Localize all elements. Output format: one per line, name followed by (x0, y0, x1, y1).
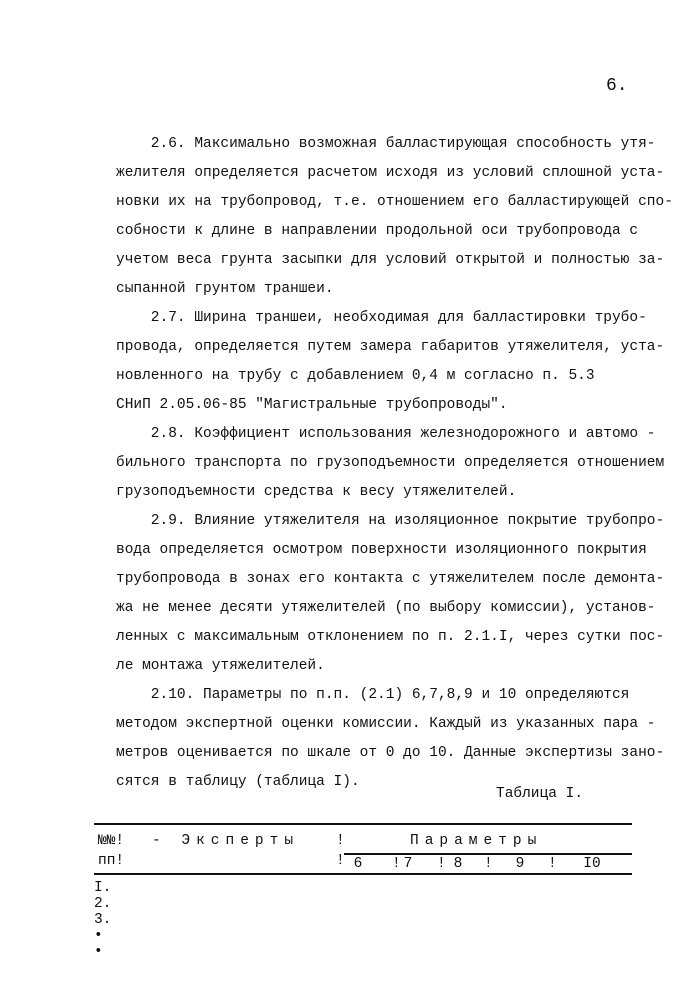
table-header-bottom-rule (94, 873, 632, 875)
text-line: вода определяется осмотром поверхности изоляционного покрытия (116, 542, 647, 558)
table-header-num-2: пп! (98, 853, 125, 869)
text-line: 2.8. Коэффициент использования железнодорожного и автомо - (116, 426, 656, 442)
text-line: новки их на трубопровод, т.е. отношением его балластирующей спо- (116, 194, 673, 210)
table-params-rule (344, 853, 632, 855)
table-vertical-mark: ! (336, 833, 345, 849)
column-separator: ! (437, 856, 446, 872)
text-line: новленного на трубу с добавлением 0,4 м согласно п. 5.3 (116, 368, 595, 384)
text-line: методом экспертной оценки комиссии. Каждый из указанных пара - (116, 716, 656, 732)
column-separator: ! (548, 856, 557, 872)
table-header-params: Параметры (410, 833, 543, 849)
text-line: бильного транспорта по грузоподъемности определяется отношением (116, 455, 665, 471)
column-separator: ! (392, 856, 401, 872)
text-line: сыпанной грунтом траншеи. (116, 281, 334, 297)
text-line: сятся в таблицу (таблица I). (116, 774, 360, 790)
text-line: 2.10. Параметры по п.п. (2.1) 6,7,8,9 и 10 определяются (116, 687, 630, 703)
text-line: собности к длине в направлении продольной оси трубопровода с (116, 223, 639, 239)
table-row: 3. (94, 912, 112, 928)
param-column-7: 7 (403, 856, 413, 872)
text-line: 2.9. Влияние утяжелителя на изоляционное покрытие трубопро- (116, 513, 665, 529)
table-vertical-mark: ! (336, 853, 345, 869)
table-top-rule (94, 823, 632, 825)
column-separator: ! (484, 856, 493, 872)
table-row: • (94, 928, 103, 944)
table-header-num: №№! (98, 833, 125, 849)
text-line: жа не менее десяти утяжелителей (по выбору комиссии), установ- (116, 600, 656, 616)
param-column-9: 9 (515, 856, 525, 872)
text-line: учетом веса грунта засыпки для условий открытой и полностью за- (116, 252, 665, 268)
text-line: желителя определяется расчетом исходя из условий сплошной уста- (116, 165, 665, 181)
table-rows (94, 880, 111, 960)
text-line: ле монтажа утяжелителей. (116, 658, 325, 674)
table-caption: Таблица I. (496, 786, 584, 802)
page-number: 6. (606, 76, 628, 96)
text-line: ленных с максимальным отклонением по п. 2.1.I, через сутки пос- (116, 629, 665, 645)
text-line: грузоподъемности средства к весу утяжелителей. (116, 484, 517, 500)
param-column-10: I0 (583, 856, 601, 872)
param-column-8: 8 (453, 856, 463, 872)
table-row: 2. (94, 896, 112, 912)
text-line: метров оценивается по шкале от 0 до 10. Данные экспертизы зано- (116, 745, 665, 761)
text-line: провода, определяется путем замера габаритов утяжелителя, уста- (116, 339, 665, 355)
param-column-6: 6 (353, 856, 363, 872)
text-line: СНиП 2.05.06-85 "Магистральные трубопроводы". (116, 397, 508, 413)
table-row: • (94, 944, 103, 960)
table-header-experts: - Эксперты (152, 833, 300, 849)
text-line: 2.6. Максимально возможная балластирующая способность утя- (116, 136, 656, 152)
text-line: 2.7. Ширина траншеи, необходимая для балластировки трубо- (116, 310, 647, 326)
text-line: трубопровода в зонах его контакта с утяжелителем после демонта- (116, 571, 665, 587)
table-row: I. (94, 880, 112, 896)
